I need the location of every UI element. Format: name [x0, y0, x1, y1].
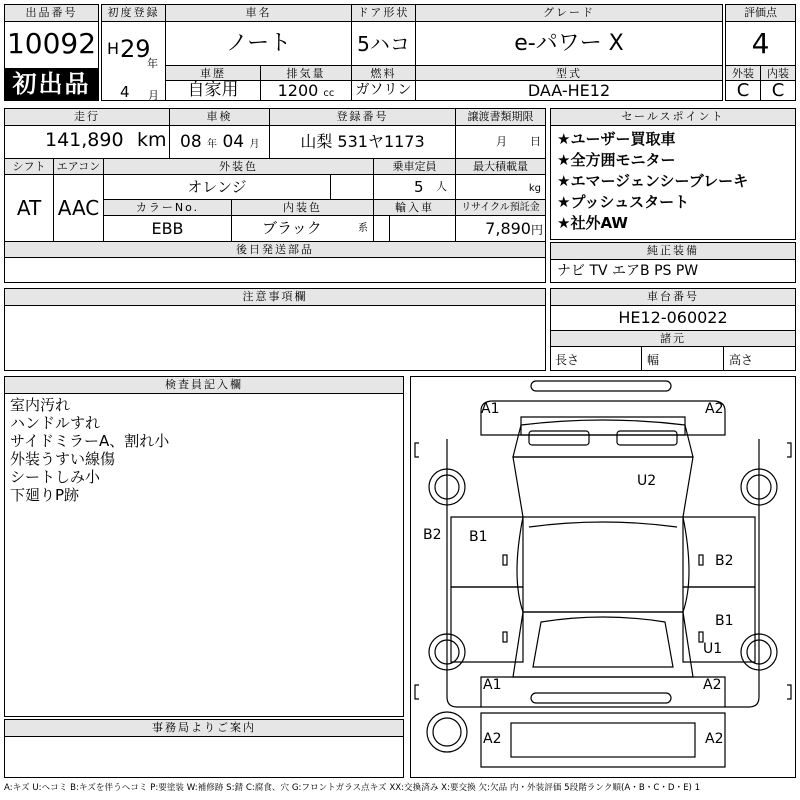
damage-mark-a2-front-right: A2: [705, 401, 724, 417]
plate: 山梨 531ヤ1173: [269, 126, 455, 158]
exterior-label: 外装: [726, 65, 760, 81]
load-cell: [455, 175, 545, 199]
history-label: 車歴: [165, 65, 260, 81]
color-no: EBB: [103, 216, 231, 241]
transfer-day-unit: 日: [530, 135, 541, 148]
chassis-label: 車台番号: [551, 289, 795, 306]
load-unit: kg: [528, 183, 541, 194]
sales-point-item: ★エマージェンシーブレーキ: [557, 172, 749, 190]
damage-mark-b2-left: B2: [423, 527, 442, 543]
damage-mark-u2-roof: U2: [637, 473, 657, 489]
inspection-cell: [169, 126, 269, 158]
damage-mark-b2-right-door: B2: [715, 553, 734, 569]
ac: AAC: [53, 175, 103, 241]
inspector-note: シートしみ小: [10, 468, 101, 486]
car-name-label: 車名: [165, 5, 351, 22]
interior-label: 内装: [760, 65, 795, 81]
sales-point-item: ★ユーザー買取車: [557, 130, 676, 148]
caution-label: 注意事項欄: [5, 289, 545, 306]
damage-mark-b1-left-door: B1: [469, 529, 488, 545]
import-cell-a: [373, 216, 389, 241]
model-label: 型式: [415, 65, 722, 81]
inspection-year-unit: 年: [207, 139, 218, 150]
fuel-label: 燃料: [351, 65, 415, 81]
sales-point-item: ★プッシュスタート: [557, 193, 690, 211]
mileage-unit: km: [137, 129, 167, 151]
sales-points-block: [550, 108, 796, 240]
recycle: 7,890: [485, 219, 531, 238]
car-diagram: [410, 376, 796, 778]
displacement-unit: cc: [323, 88, 335, 99]
load-label: 最大積載量: [455, 158, 545, 175]
inspector-label: 検査員記入欄: [5, 377, 403, 394]
recycle-cell: [455, 216, 545, 241]
inspector-block: [4, 376, 404, 717]
sales-point-item: ★全方囲モニター: [557, 151, 676, 169]
inspector-note: ハンドルすれ: [10, 414, 101, 432]
import-label: 輸入車: [373, 199, 455, 216]
shift: AT: [16, 196, 42, 220]
ext-color-label: 外装色: [103, 158, 373, 175]
car-name: ノート: [165, 22, 351, 66]
score: 4: [751, 27, 770, 60]
int-color-unit: 系: [358, 223, 368, 234]
capacity-cell: [373, 175, 455, 199]
ext-color-cell: [103, 175, 330, 199]
int-color: ブラック: [262, 219, 322, 237]
ext-color: オレンジ: [187, 178, 247, 196]
grade: e-パワー X: [415, 22, 722, 66]
dims-length: 長さ: [555, 353, 580, 367]
caution-block: [4, 288, 546, 371]
damage-mark-a1-front-left: A1: [481, 401, 500, 417]
ext-color-extra: [330, 175, 373, 199]
chassis-value: HE12-060022: [618, 308, 728, 327]
inspection-year: 08: [180, 132, 202, 152]
capacity-unit: 人: [436, 180, 447, 193]
lot-no: 10092: [6, 27, 97, 60]
sales-points-list: [551, 126, 795, 239]
inspection-month-unit: 月: [249, 139, 260, 150]
mileage: 141,890: [45, 129, 124, 151]
damage-mark-a2-bottom-left: A2: [483, 731, 502, 747]
dims-height: 高さ: [729, 353, 754, 367]
history: 自家用: [165, 81, 260, 100]
exterior-grade: C: [736, 81, 750, 100]
inspector-note: 下廻りP跡: [10, 486, 80, 504]
inspector-note: サイドミラーA、割れ小: [10, 432, 170, 450]
int-color-cell: [231, 216, 373, 241]
car-diagram-svg: [411, 377, 795, 777]
inspection-label: 車検: [169, 109, 269, 126]
displacement: 1200: [277, 81, 319, 100]
door: 5ハコ: [351, 22, 415, 66]
office-label: 事務局よりご案内: [5, 720, 403, 737]
chassis-block: [550, 288, 796, 371]
later-parts-label: 後日発送部品: [5, 241, 545, 258]
equipment-label: 純正装備: [551, 243, 795, 260]
damage-mark-a2-rear-right: A2: [703, 677, 722, 693]
inspection-month: 04: [222, 132, 245, 152]
inspector-notes: [5, 394, 403, 714]
equipment-block: [550, 242, 796, 283]
fuel: ガソリン: [351, 81, 415, 100]
inspector-note: 外装うすい線傷: [10, 450, 116, 468]
int-color-label: 内装色: [231, 199, 373, 216]
office-block: [4, 719, 404, 778]
damage-mark-a1-rear-left: A1: [483, 677, 502, 693]
damage-mark-a2-bottom-right: A2: [705, 731, 724, 747]
damage-mark-b1-right-door: B1: [715, 613, 734, 629]
recycle-unit: 円: [530, 223, 543, 237]
era: H: [107, 39, 120, 58]
year-unit: 年: [147, 57, 158, 70]
transfer-month-unit: 月: [496, 135, 507, 148]
displacement-label: 排気量: [260, 65, 351, 81]
dims-label: 諸元: [551, 330, 795, 347]
recycle-label: リサイクル預託金: [455, 199, 545, 216]
shift-label: シフト: [5, 158, 53, 175]
score-block: [725, 4, 796, 101]
model: DAA-HE12: [415, 81, 722, 100]
door-label: ドア形状: [351, 5, 415, 22]
transfer-cell: [455, 126, 545, 158]
damage-mark-u1-right: U1: [703, 641, 723, 657]
import-cell-b: [389, 216, 419, 241]
equipment-value: ナビ TV エアB PS PW: [557, 263, 699, 279]
first-reg-label: 初度登録: [102, 5, 165, 22]
lot-block: [4, 4, 99, 101]
legend: A:キズ U:ヘコミ B:キズを伴うヘコミ P:要塗装 W:補修跡 S:錆 C:腐食、穴 G:フロントガラス点キズ XX:交換済み X:要交換 欠:欠品 内・外装評価 5段階ランク順(A・B・C・D・E) 1: [4, 783, 701, 793]
score-label: 評価点: [726, 5, 795, 22]
first-listing-badge: 初出品: [5, 68, 98, 100]
month-unit: 月: [148, 89, 159, 102]
details-block: [4, 108, 546, 283]
lot-no-label: 出品番号: [5, 5, 98, 22]
ac-label: エアコン: [53, 158, 103, 175]
first-reg-year: 29: [120, 35, 151, 63]
capacity: 5: [414, 178, 424, 196]
dims-width: 幅: [647, 353, 660, 367]
mileage-label: 走行: [5, 109, 169, 126]
inspector-note: 室内汚れ: [10, 396, 71, 414]
first-reg-month: 4: [120, 83, 130, 101]
plate-label: 登録番号: [269, 109, 455, 126]
header-block: [101, 4, 723, 101]
sales-points-label: セールスポイント: [551, 109, 795, 126]
grade-label: グレード: [415, 5, 722, 22]
capacity-label: 乗車定員: [373, 158, 455, 175]
sales-point-item: ★社外AW: [557, 214, 628, 232]
color-no-label: カラーNo.: [103, 199, 231, 216]
displacement-cell: [260, 81, 351, 100]
transfer-label: 譲渡書類期限: [455, 109, 545, 126]
interior-grade: C: [760, 81, 795, 100]
